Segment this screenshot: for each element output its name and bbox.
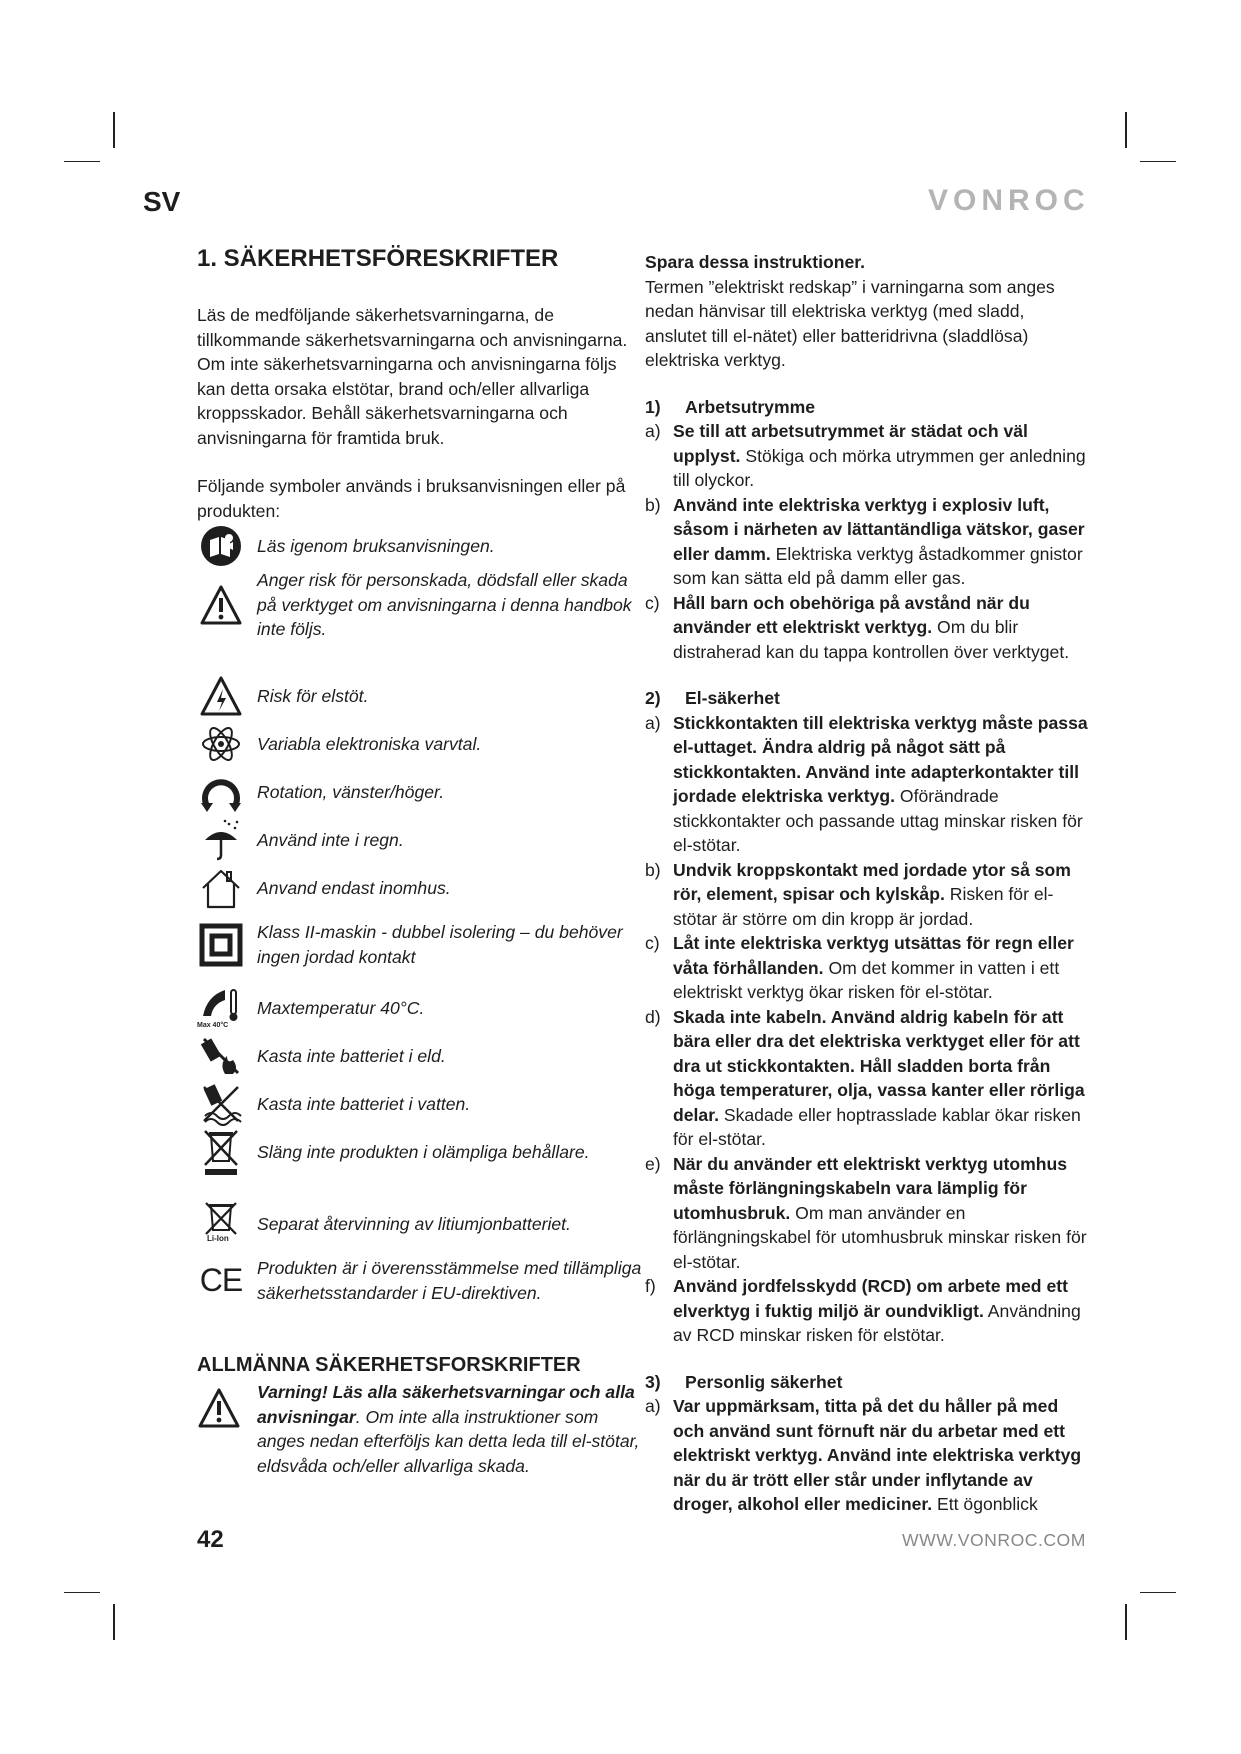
list-item: f) Använd jordfelsskydd (RCD) om arbete med ett elverktyg i fuktig miljö är oundvikligt. Användning av RCD minskar risken för elstötar. (645, 1276, 1081, 1345)
warning-rest: . Om inte alla instruktioner som anges nedan efterföljs kan detta leda till el-stötar, eldsvåda och/eller allvarliga skada. (257, 1406, 640, 1476)
symbol-row (197, 568, 647, 642)
symbol-text: Variabla elektroniska varvtal. (257, 733, 482, 754)
symbol-row (197, 816, 647, 864)
crop-mark (1140, 1592, 1176, 1593)
symbol-text: Använd inte i regn. (257, 829, 404, 850)
list-item: a) Stickkontakten till elektriska verktyg måste passa el-uttaget. Ändra aldrig på något sätt på stickkontakten. Använd inte adapterkontakter till jordade elektriska verktyg. Oförändrade stickkontakter och passande uttag minskar risken för el-stötar. (645, 712, 1088, 855)
crop-mark (64, 161, 100, 162)
ce-mark-icon (197, 1257, 245, 1305)
left-column (197, 245, 637, 547)
max-temp-label: Max 40°C (197, 1022, 229, 1029)
crop-mark (64, 1592, 100, 1593)
rotation-icon (197, 768, 245, 816)
li-ion-recycling-icon (197, 1200, 245, 1248)
symbol-row (197, 1256, 647, 1305)
class-ii-icon (197, 921, 245, 969)
symbol-row (197, 1080, 647, 1128)
general-safety-heading: ALLMÄNNA SÄKERHETSFORSKRIFTER (197, 1354, 581, 1376)
symbol-text: Kasta inte batteriet i vatten. (257, 1093, 471, 1114)
no-fire-battery-icon (197, 1032, 245, 1080)
list-item: a) Var uppmärksam, titta på det du håller på med och använd sunt förnuft när du arbetar med ett elektriskt verktyg. Använd inte elektriska verktyg när du är trött eller står under inflytande av droger, alkohol eller mediciner. Ett ögonblick (645, 1396, 1082, 1514)
list-item: e) När du använder ett elektriskt verktyg utomhus måste förlängningskabeln vara lämplig för utomhusbruk. Om man använder en förlängningskabel för utomhusbruk minskar risken för el-stötar. (645, 1153, 1087, 1272)
list-item: c) Håll barn och obehöriga på avstånd när du använder ett elektriskt verktyg. Om du blir distraherad kan du tappa kontrollen över verktyget. (645, 592, 1070, 662)
section-heading: 3) Personlig säkerhet (645, 1371, 843, 1392)
list-item: a) Se till att arbetsutrymmet är städat och väl upplyst. Stökiga och mörka utrymmen ger anledning till olyckor. (645, 421, 1086, 490)
symbol-row (197, 672, 647, 720)
symbol-row (197, 1032, 647, 1080)
crop-mark (1125, 1604, 1127, 1640)
symbol-row (197, 1128, 647, 1176)
section-heading: 2) El-säkerhet (645, 688, 780, 708)
symbol-row (197, 1200, 647, 1248)
manual-icon (197, 522, 245, 570)
crop-mark (1125, 112, 1127, 148)
symbol-text: Risk för elstöt. (257, 685, 369, 706)
list-item: c) Låt inte elektriska verktyg utsättas för regn eller våta förhållanden. Om det kommer in vatten i ett elektriskt verktyg ökar risken för el-stötar. (645, 933, 1074, 1002)
language-code: SV (143, 186, 181, 217)
section-heading: 1) Arbetsutrymme (645, 396, 816, 417)
electric-shock-icon (197, 672, 245, 720)
general-warning (197, 1380, 647, 1478)
list-item: b) Undvik kroppskontakt med jordade ytor så som rör, element, spisar och kylskåp. Risken för el-stötar är större om din kropp är jordad. (645, 859, 1071, 929)
save-instructions: Spara dessa instruktioner. (645, 252, 866, 272)
variable-speed-icon (197, 720, 245, 768)
symbol-row (197, 920, 647, 969)
warning-triangle-icon (197, 581, 245, 629)
symbol-text: Läs igenom bruksanvisningen. (257, 535, 495, 556)
symbol-row (197, 720, 647, 768)
brand-logo: VONROC (928, 184, 1090, 217)
crop-mark (1140, 161, 1176, 162)
warning-bold: Varning! Läs alla säkerhetsvarningar och alla anvisningar (257, 1382, 635, 1427)
symbol-text: Kasta inte batteriet i eld. (257, 1045, 446, 1066)
no-water-battery-icon (197, 1080, 245, 1128)
crop-mark (113, 112, 115, 148)
symbol-row (197, 768, 647, 816)
li-ion-label: Li-Ion (207, 1234, 229, 1243)
intro-paragraph: Läs de medföljande säkerhetsvarningarna, de tillkommande säkerhetsvarningarna och anvisningarna. Om inte säkerhetsvarningarna och anvisningarna följs kan detta orsaka elstötar, brand och/eller allvarliga kroppsskador. Behåll säkerhetsvarningarna och anvisningarna för framtida bruk. (197, 305, 628, 448)
symbol-row (197, 864, 647, 912)
symbol-text: Produkten är i överensstämmelse med tillämpliga säkerhetsstandarder i EU-direktiven. (257, 1258, 642, 1303)
symbol-row (197, 522, 647, 570)
symbols-intro: Följande symboler används i bruksanvisningen eller på produkten: (197, 476, 626, 521)
crossed-bin-icon (197, 1128, 245, 1176)
right-column (645, 250, 1090, 1517)
symbol-text: Anvand endast inomhus. (257, 877, 451, 898)
symbol-text: Anger risk för personskada, dödsfall eller skada på verktyget om anvisningarna i denna handbok inte följs. (257, 570, 632, 639)
list-item: b) Använd inte elektriska verktyg i explosiv luft, såsom i närheten av lättantändliga vätskor, gaser eller damm. Elektriska verktyg åstadkommer gnistor som kan sätta eld på damm eller gas. (645, 494, 1085, 588)
symbol-row (197, 984, 647, 1032)
symbol-text: Släng inte produkten i olämpliga behållare. (257, 1141, 590, 1162)
symbol-text: Maxtemperatur 40°C. (257, 997, 425, 1018)
umbrella-rain-icon (197, 816, 245, 864)
ce-mark-label: CE (199, 1262, 243, 1298)
max-temperature-icon (197, 984, 245, 1032)
website-url: WWW.VONROC.COM (902, 1530, 1086, 1550)
house-icon (197, 864, 245, 912)
symbol-text: Klass II-maskin - dubbel isolering – du behöver ingen jordad kontakt (257, 922, 623, 967)
crop-mark (113, 1604, 115, 1640)
page-number: 42 (197, 1526, 224, 1553)
warning-text (257, 1380, 647, 1478)
warning-triangle-icon (197, 1380, 245, 1478)
term-paragraph: Termen ”elektriskt redskap” i varningarna som anges nedan hänvisar till elektriska verktyg (med sladd, anslutet till el-nätet) eller batteridrivna (sladdlösa) elektriska verktyg. (645, 276, 1055, 370)
symbol-text: Separat återvinning av litiumjonbatteriet. (257, 1213, 571, 1234)
list-item: d) Skada inte kabeln. Använd aldrig kabeln för att bära eller dra det elektriska verktyget eller för att dra ut stickkontakten. Håll sladden borta från höga temperaturer, olja, vassa kanter eller rörliga delar. Skadade eller hoptrasslade kablar ökar risken för el-stötar. (645, 1006, 1085, 1149)
symbol-text: Rotation, vänster/höger. (257, 781, 445, 802)
section-title: 1. SÄKERHETSFÖRESKRIFTER (197, 245, 559, 272)
